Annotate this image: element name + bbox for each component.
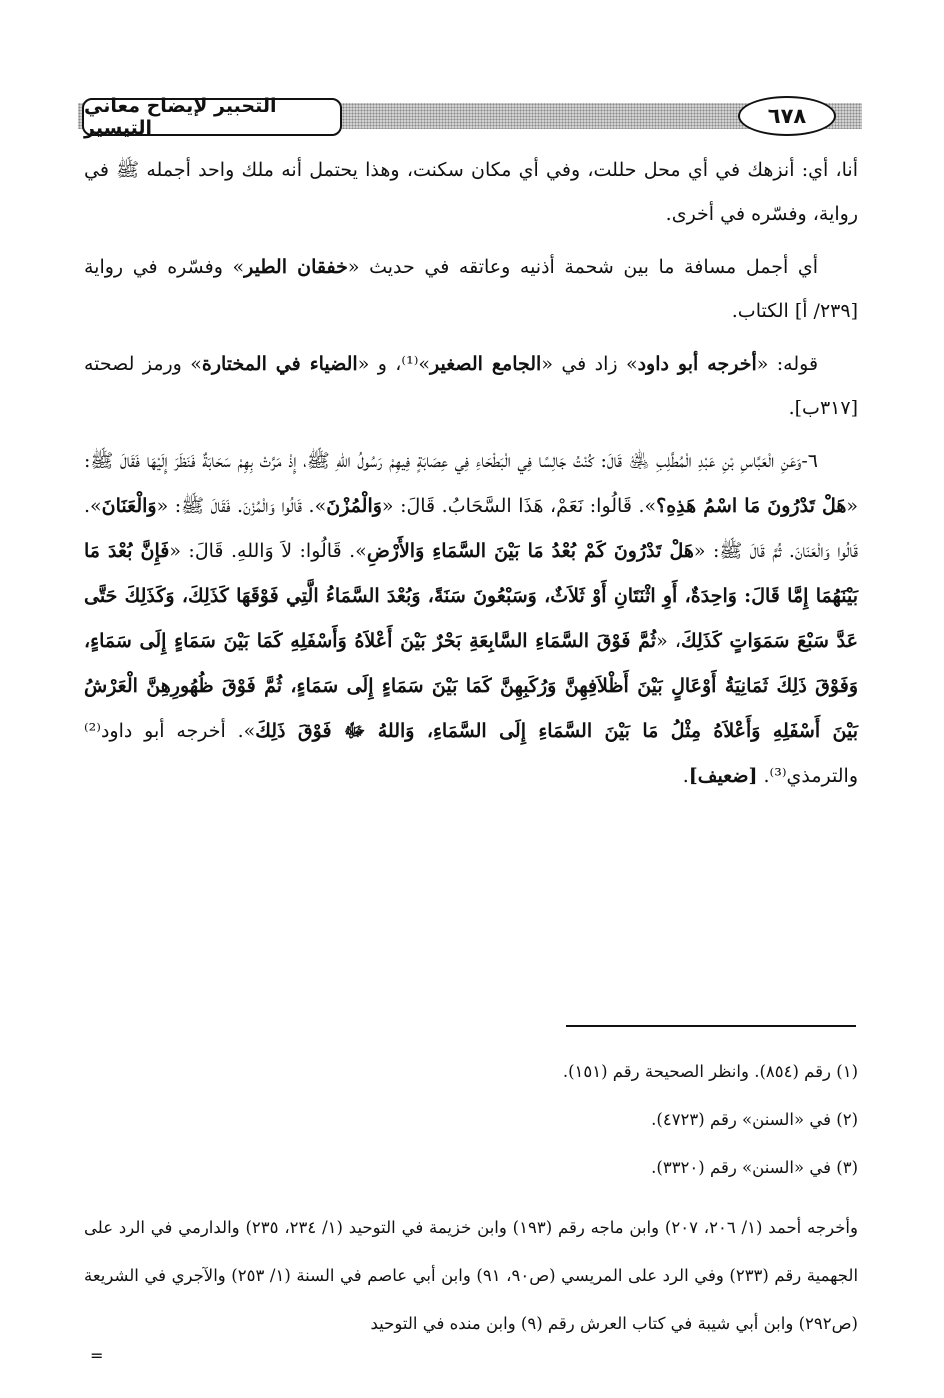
hadith-paragraph: ٦-وَعَنِ الْعَبَّاسِ بْنِ عَبْدِ الْمُطَّلِبِ ﵁ قَالَ: كُنْتُ جَالِسًا فِي الْبَطْحَاءِ فِي عِصَابَةٍ فِيهِمْ رَسُولُ اللهِ ﷺ، إِذْ مَرَّتْ بِهِمْ سَحَابَةٌ فَنَظَرَ إِلَيْهَا فَقَالَ ﷺ: «هَلْ تَدْرُونَ مَا اسْمُ هَذِهِ؟». قَالُوا: نَعَمْ، هَذَا السَّحَابُ. قَالَ: «وَالْمُزْنَ». قَالُوا وَالْمُزْنَ. فَقَالَ ﷺ: «وَالْعَنَانَ». قَالُوا وَالْعَنَانَ. ثُمَّ قَالَ ﷺ: «هَلْ تَدْرُونَ كَمْ بُعْدُ مَا بَيْنَ السَّمَاءِ وَالأَرْضِ». قَالُوا: لاَ وَاللهِ. قَالَ: «فَإِنَّ بُعْدَ مَا بَيْنَهُمَا إِمَّا قَالَ: وَاحِدَةٌ، أَوِ اثْنَتَانِ أَوْ ثَلاَثٌ، وَسَبْعُونَ سَنَةً، وَبُعْدَ السَّمَاءُ الَّتِي فَوْقَهَا كَذَلِكَ، وَكَذَلِكَ حَتَّى عَدَّ سَبْعَ سَمَوَاتٍ كَذَلِكَ، «ثُمَّ فَوْقَ السَّمَاءِ السَّابِعَةِ بَحْرٌ بَيْنَ أَعْلاَهُ وَأَسْفَلِهِ كَمَا بَيْنَ سَمَاءٍ إِلَى سَمَاءٍ، وَفَوْقَ ذَلِكَ ثَمَانِيَةُ أَوْعَالٍ بَيْنَ أَظْلاَفِهِنَّ وَرُكَبِهِنَّ كَمَا بَيْنَ سَمَاءٍ إِلَى سَمَاءٍ، ثُمَّ فَوْقَ ظُهُورِهِنَّ الْعَرْشُ بَيْنَ أَسْفَلِهِ وَأَعْلاَهُ مِثْلُ مَا بَيْنَ السَّمَاءِ إِلَى السَّمَاءِ، وَاللهُ ﷻ فَوْقَ ذَلِكَ». أخرجه أبو داود⁽²⁾ والترمذي⁽³⁾. [ضعيف]. [84, 450, 858, 787]
continuation-mark: = [90, 1346, 104, 1365]
footnotes [84, 1060, 858, 1348]
paragraph: أي أجمل مسافة ما بين شحمة أذنيه وعاتقه في حديث «خفقان الطير» وفسّره في رواية [٢٣٩/ أ] الكتاب. [84, 256, 858, 322]
paragraph: أنا، أي: أنزهك في أي محل حللت، وفي أي مكان سكنت، وهذا يحتمل أنه ملك واحد أجمله ﷺ في رواية، وفسّره في أخرى. [84, 159, 858, 225]
footnote-3: (٣) في «السنن» رقم (٣٣٢٠). [651, 1158, 858, 1177]
main-text [84, 148, 858, 808]
book-title: التحبير لإيضاح معاني التيسير [82, 98, 342, 136]
footnote-separator [566, 1025, 856, 1027]
hadith-grade: [ضعيف] [688, 765, 758, 787]
footnote-3-continued: وأخرجه أحمد (١/ ٢٠٦، ٢٠٧) وابن ماجه رقم (١٩٣) وابن خزيمة في التوحيد (١/ ٢٣٤، ٢٣٥) والدارمي في الرد على الجهمية رقم (٢٣٣) وفي الرد على المريسي (ص٩٠، ٩١) وابن أبي عاصم في السنة (١/ ٢٥٣) والآجري في الشريعة (ص٢٩٢) وابن أبي شيبة في كتاب العرش رقم (٩) وابن منده في التوحيد [84, 1218, 859, 1333]
footnote-2: (٢) في «السنن» رقم (٤٧٢٣). [651, 1110, 858, 1129]
paragraph: قوله: «أخرجه أبو داود» زاد في «الجامع الصغير»⁽¹⁾، و «الضياء في المختارة» ورمز لصحته [٣١٧ب]. [84, 353, 858, 419]
page-number: ٦٧٨ [738, 96, 836, 136]
footnote-1: (١) رقم (٨٥٤). وانظر الصحيحة رقم (١٥١). [562, 1062, 858, 1081]
running-header [78, 92, 862, 140]
